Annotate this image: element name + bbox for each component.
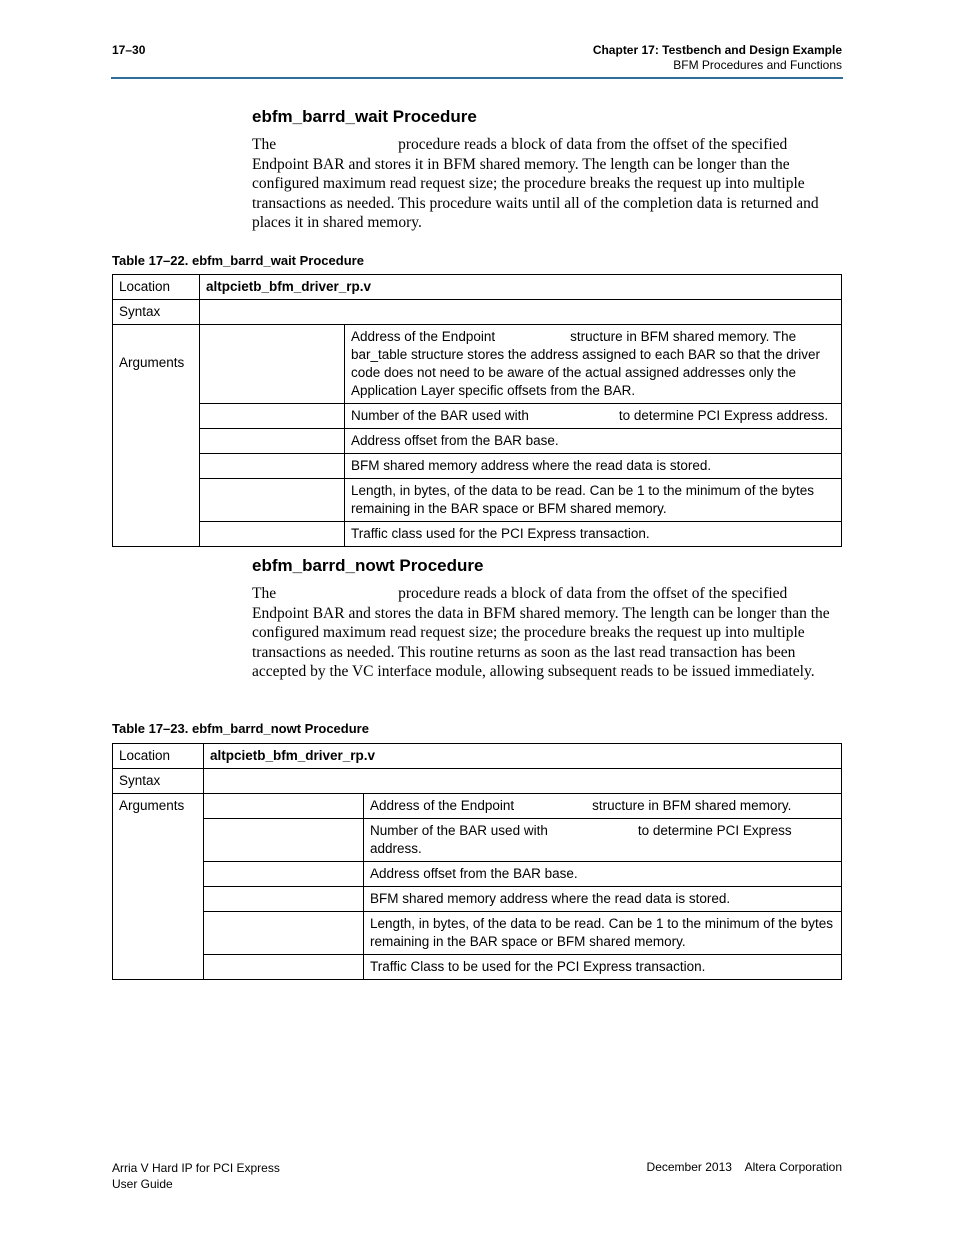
syntax-label: Syntax — [113, 300, 200, 325]
arg-name-cell — [204, 887, 364, 912]
table-row — [113, 404, 842, 429]
syntax-label: Syntax — [113, 769, 204, 794]
procedure-table-barrd-wait — [112, 274, 842, 547]
arg-name-cell — [200, 429, 345, 454]
syntax-value — [204, 769, 842, 794]
arg-desc-cell: Length, in bytes, of the data to be read. Can be 1 to the minimum of the bytes remaining in the BAR space or BFM shared memory. — [364, 912, 842, 955]
table-row — [113, 769, 842, 794]
page-number: 17–30 — [112, 43, 146, 57]
para-line1: procedure reads a block of data from the offset of the specified — [398, 585, 788, 602]
para-line1: procedure reads a block of data from the offset of the specified — [398, 136, 788, 153]
arg-desc-cell: Address of the Endpoint structure in BFM shared memory. The bar_table structure stores the address assigned to each BAR so that the driver code does not need to be aware of the actual assigned addresses only the Application Layer specific offsets from the BAR. — [345, 325, 842, 404]
arg-desc-cell: Number of the BAR used with to determine PCI Express address. — [364, 819, 842, 862]
section-heading-barrd-nowt: ebfm_barrd_nowt Procedure — [252, 556, 484, 575]
syntax-value — [200, 300, 842, 325]
table-row — [113, 794, 842, 819]
arg-desc-cell: Address of the Endpoint structure in BFM shared memory. — [364, 794, 842, 819]
procedure-table-barrd-nowt — [112, 743, 842, 980]
location-label: Location — [113, 744, 204, 769]
arg-name-cell — [204, 794, 364, 819]
section-paragraph-barrd-wait — [252, 135, 842, 233]
arg-desc-cell: BFM shared memory address where the read data is stored. — [345, 454, 842, 479]
table-row — [113, 325, 842, 404]
arg-desc-cell: Length, in bytes, of the data to be read. Can be 1 to the minimum of the bytes remaining in the BAR space or BFM shared memory. — [345, 479, 842, 522]
arg-name-cell — [204, 955, 364, 980]
arguments-label: Arguments — [113, 325, 200, 547]
footer-product: Arria V Hard IP for PCI Express — [112, 1161, 280, 1175]
header-rule — [111, 77, 843, 79]
table-row — [113, 744, 842, 769]
arg-name-cell — [200, 454, 345, 479]
location-value: altpcietb_bfm_driver_rp.v — [200, 275, 842, 300]
para-the: The — [252, 136, 277, 153]
arg-desc-cell: Address offset from the BAR base. — [364, 862, 842, 887]
table-row — [113, 912, 842, 955]
footer-left — [112, 1160, 280, 1192]
arg-desc-cell: Traffic class used for the PCI Express transaction. — [345, 522, 842, 547]
arg-name-cell — [204, 819, 364, 862]
arguments-label: Arguments — [113, 794, 204, 980]
chapter-title: Chapter 17: Testbench and Design Example — [592, 43, 842, 57]
table-row — [113, 862, 842, 887]
arg-desc-cell: BFM shared memory address where the read data is stored. — [364, 887, 842, 912]
arg-name-cell — [204, 912, 364, 955]
para-rest: Endpoint BAR and stores it in BFM shared memory. The length can be longer than the configured maximum read request size; the procedure breaks the request up into multiple transactions as needed. This procedure waits until all of the completion data is returned and places it in shared memory. — [252, 155, 819, 232]
section-paragraph-barrd-nowt — [252, 584, 842, 682]
location-label: Location — [113, 275, 200, 300]
arg-name-cell — [200, 404, 345, 429]
table-row — [113, 887, 842, 912]
table-caption: Table 17–22. ebfm_barrd_wait Procedure — [112, 253, 364, 268]
arg-desc-cell: Number of the BAR used with to determine PCI Express address. — [345, 404, 842, 429]
arg-name-cell — [200, 325, 345, 404]
table-row — [113, 275, 842, 300]
section-title: BFM Procedures and Functions — [673, 58, 842, 72]
table-row — [113, 819, 842, 862]
arg-name-cell — [200, 522, 345, 547]
table-row — [113, 454, 842, 479]
table-row — [113, 300, 842, 325]
table-row — [113, 522, 842, 547]
running-header — [593, 43, 842, 73]
location-value: altpcietb_bfm_driver_rp.v — [204, 744, 842, 769]
arg-desc-cell: Address offset from the BAR base. — [345, 429, 842, 454]
table-row — [113, 429, 842, 454]
para-the: The — [252, 585, 277, 602]
table-row — [113, 479, 842, 522]
table-row — [113, 955, 842, 980]
arg-name-cell — [204, 862, 364, 887]
table-caption: Table 17–23. ebfm_barrd_nowt Procedure — [112, 721, 369, 736]
arg-desc-cell: Traffic Class to be used for the PCI Express transaction. — [364, 955, 842, 980]
footer-doc-type: User Guide — [112, 1177, 173, 1191]
footer-date-company: December 2013 Altera Corporation — [646, 1160, 842, 1174]
section-heading-barrd-wait: ebfm_barrd_wait Procedure — [252, 107, 477, 126]
arg-name-cell — [200, 479, 345, 522]
para-rest: Endpoint BAR and stores the data in BFM shared memory. The length can be longer than the configured maximum read request size; the procedure breaks the request up into multiple transactions as needed. This routine returns as soon as the last read transaction has been accepted by the VC interface module, allowing subsequent reads to be issued immediately. — [252, 604, 830, 681]
